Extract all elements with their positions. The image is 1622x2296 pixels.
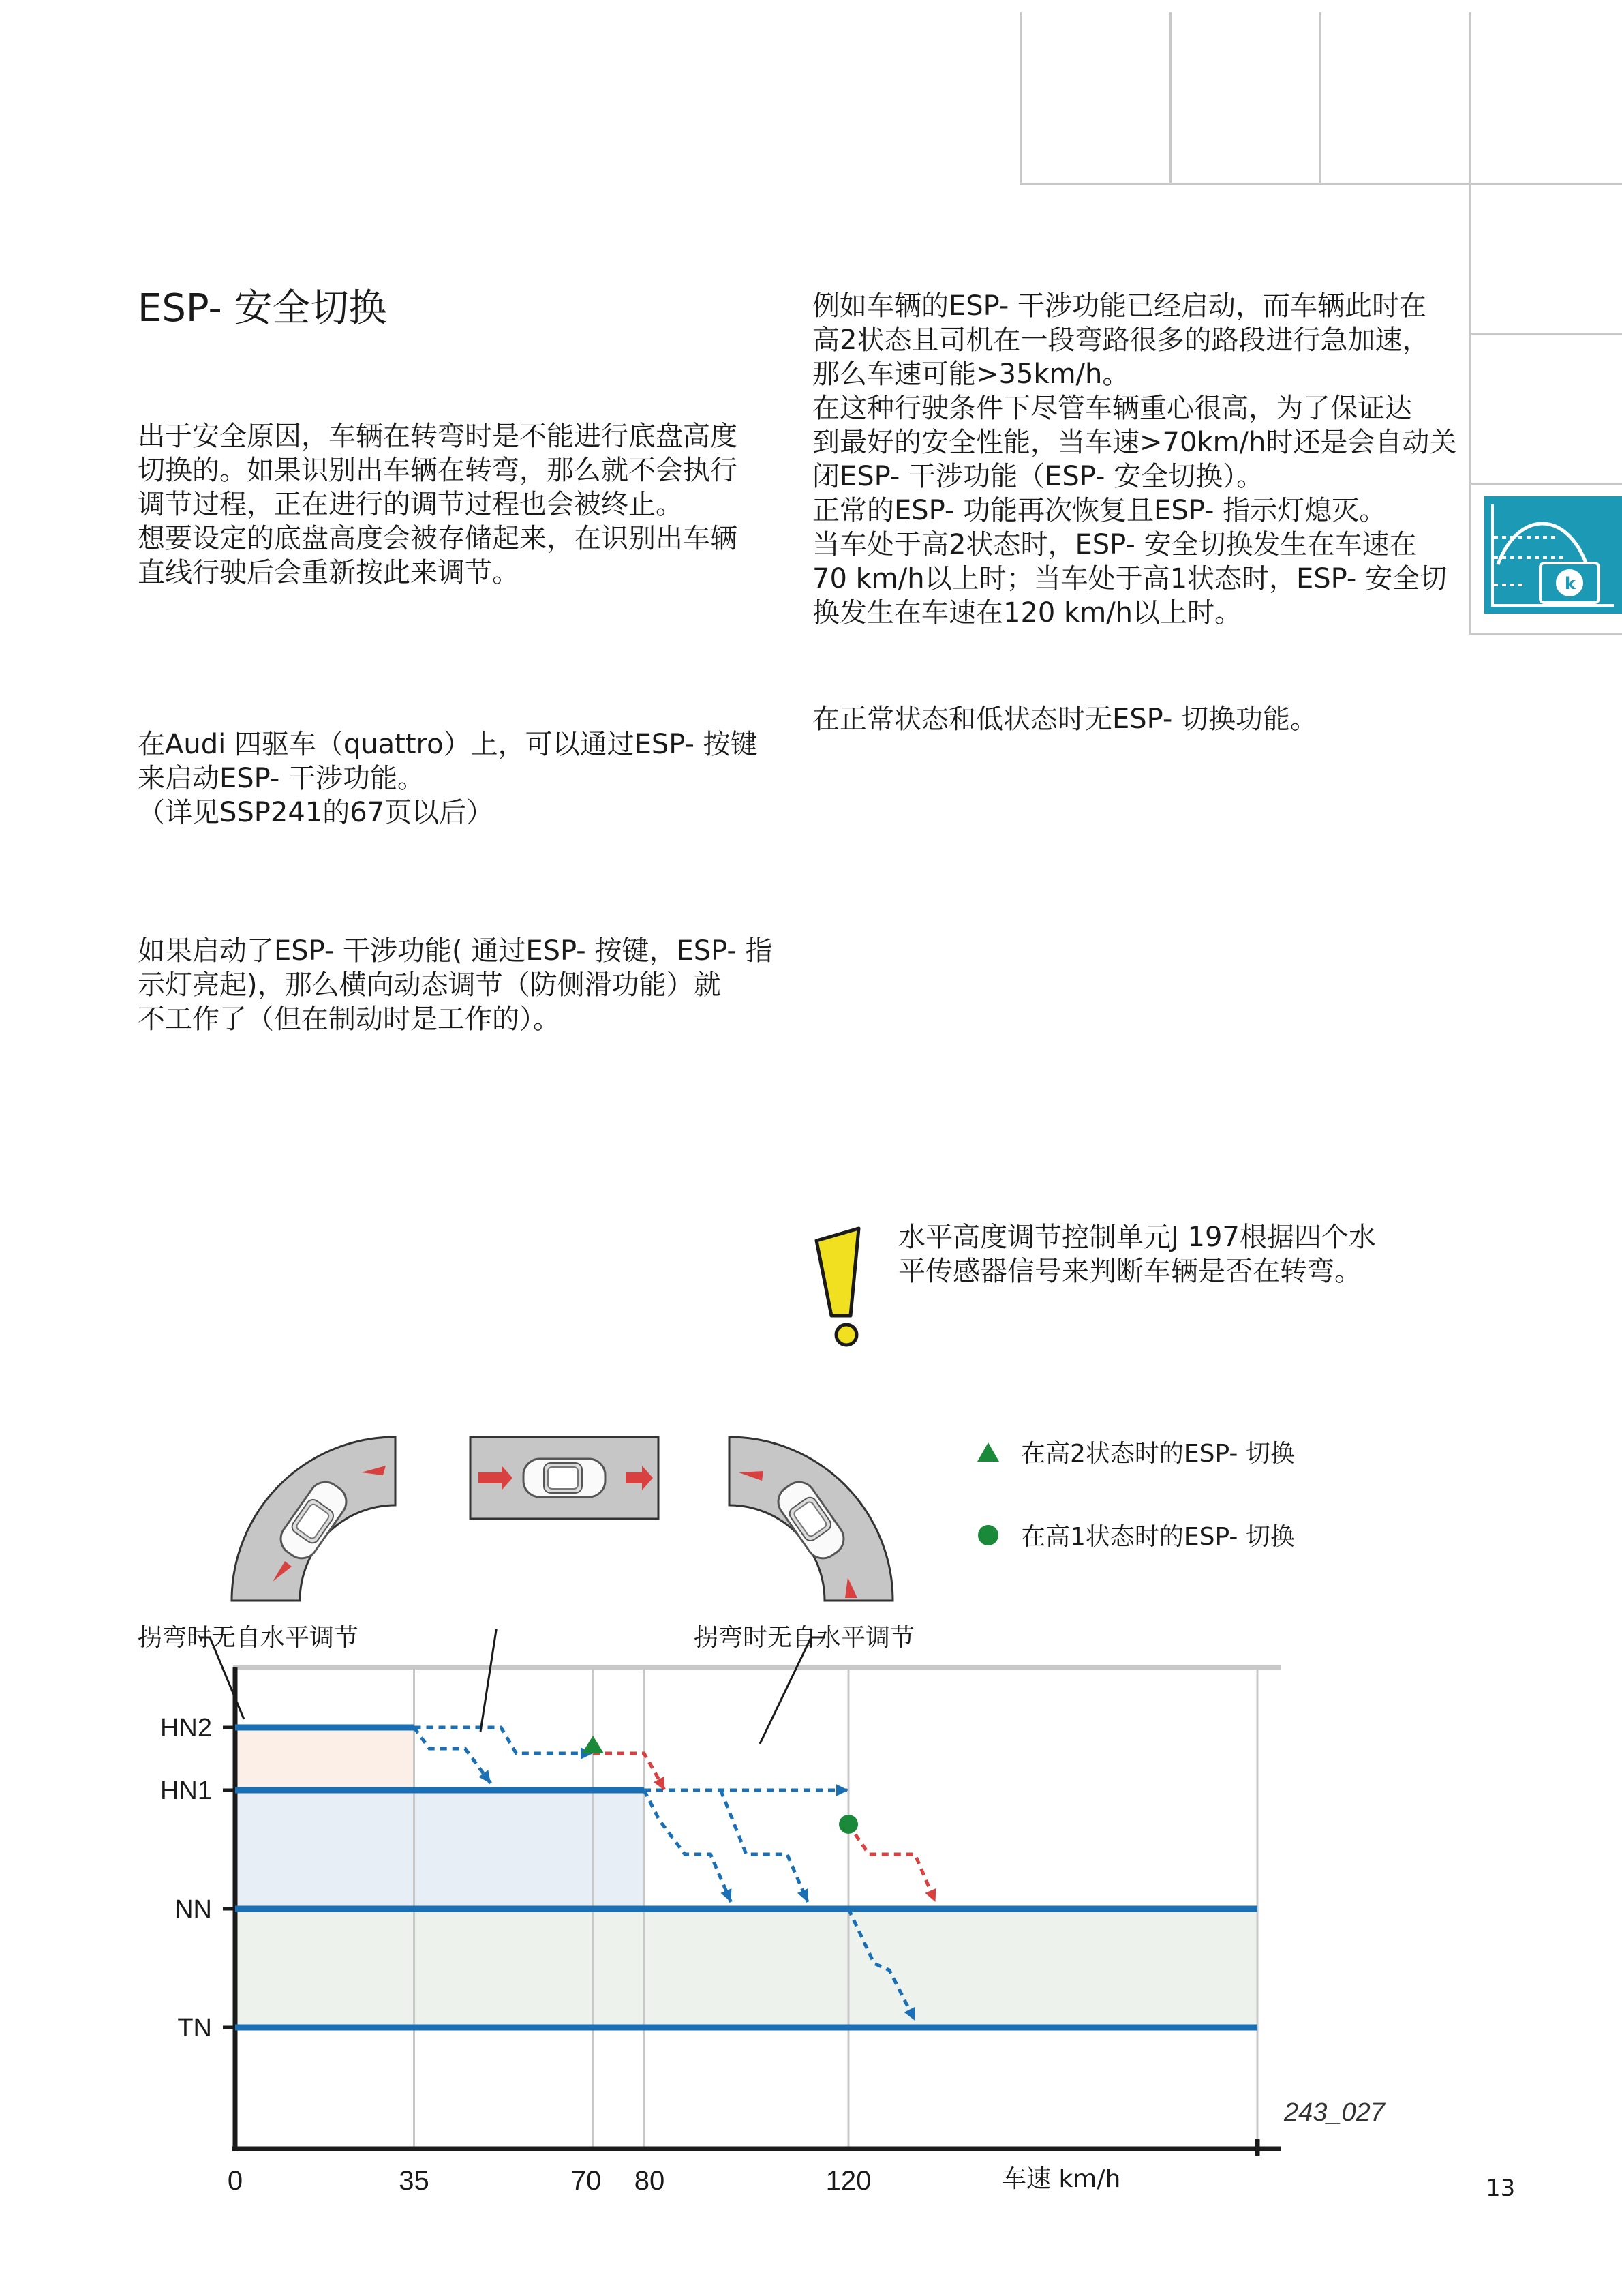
section-title: ESP- 安全切换	[138, 286, 387, 331]
straight-road	[470, 1437, 658, 1519]
note-text: 水平高度调节控制单元J 197根据四个水 平传感器信号来判断车辆是否在转弯。	[898, 1222, 1376, 1287]
side-divider	[1471, 333, 1622, 335]
switch-path-hn1-arrowhead	[925, 1888, 936, 1902]
y-tick-label: HN1	[159, 1777, 212, 1805]
x-tick-label: 0	[227, 2166, 243, 2196]
callout-right-label: 拐弯时无自水平调节	[694, 1624, 915, 1652]
lowering-path-hn1-c	[721, 1790, 808, 1902]
region-hn1	[235, 1790, 644, 1909]
switch-path-hn2	[593, 1753, 664, 1790]
paragraph-quattro: 在Audi 四驱车（quattro）上，可以通过ESP- 按键 来启动ESP- 干涉功能。 （详见SSP241的67页以后）	[138, 729, 758, 828]
page-tab-grid	[1020, 12, 1622, 185]
warning-icon	[811, 1226, 866, 1351]
switch-marker-circle	[839, 1815, 858, 1834]
side-divider	[1471, 483, 1622, 485]
legend-hn2-label: 在高2状态时的ESP- 切换	[1021, 1440, 1295, 1468]
legend-triangle-icon	[975, 1438, 1002, 1468]
paragraph-example: 例如车辆的ESP- 干涉功能已经启动，而车辆此时在 高2状态且司机在一段弯路很多的路段进行急加速， 那么车速可能>35km/h。 在这种行驶条件下尽管车辆重心很高，为了保证达 到最好的安全性能，当车速>70km/h时还是会自动关 闭ESP- 干涉功能（ESP- 安全切换）。 正常的ESP- 功能再次恢复且ESP- 指示灯熄灭。 当车处于高2状态时，ESP- 安全切换发生在车速在 70 km/h以上时；当车处于高1状态时，ESP- 安全切 换发生在车速在120 km/h以上时。	[812, 290, 1457, 629]
x-tick-label: 120	[825, 2166, 872, 2196]
lowering-path-hn1-a	[644, 1790, 731, 1902]
legend-circle-icon	[975, 1522, 1002, 1552]
svg-text:k: k	[1565, 574, 1576, 593]
page-number: 13	[1486, 2175, 1516, 2202]
right-curve-road	[729, 1437, 893, 1601]
speed-level-chart	[123, 1629, 1281, 2202]
paragraph-no-switch: 在正常状态和低状态时无ESP- 切换功能。	[812, 704, 1318, 735]
y-tick-label: HN2	[159, 1714, 212, 1742]
paragraph-cornering: 出于安全原因，车辆在转弯时是不能进行底盘高度 切换的。如果识别出车辆在转弯，那么就不会执行 调节过程，正在进行的调节过程也会被终止。 想要设定的底盘高度会被存储起来，在识别出车辆 直线行驶后会重新按此来调节。	[138, 421, 737, 588]
switch-path-hn1	[848, 1824, 936, 1902]
road-leader	[480, 1629, 525, 1732]
x-axis-label: 车速 km/h	[1002, 2165, 1121, 2193]
side-divider	[1471, 633, 1622, 635]
figure-code: 243_027	[1284, 2098, 1385, 2127]
switch-marker-triangle	[582, 1736, 604, 1753]
lowering-path-hn2-a	[414, 1727, 491, 1783]
callout-left-label: 拐弯时无自水平调节	[138, 1624, 359, 1652]
legend-hn1-label: 在高1状态时的ESP- 切换	[1021, 1523, 1295, 1551]
callout-right-leader	[760, 1637, 825, 1744]
x-tick-label: 70	[570, 2166, 602, 2196]
chapter-icon	[1484, 496, 1622, 614]
x-tick-label: 80	[634, 2166, 665, 2196]
left-curve-road	[232, 1437, 395, 1601]
y-tick-label: TN	[177, 2014, 212, 2042]
region-nn	[235, 1909, 1257, 2027]
region-hn2	[235, 1727, 414, 1790]
lowering-path-hn1-b-arrowhead	[836, 1784, 848, 1796]
x-tick-label: 35	[399, 2166, 429, 2196]
paragraph-esp-active: 如果启动了ESP- 干涉功能( 通过ESP- 按键，ESP- 指 示灯亮起)，那么横向动态调节（防侧滑功能）就 不工作了（但在制动时是工作的）。	[138, 935, 773, 1035]
road-illustration	[225, 1432, 906, 1609]
y-tick-label: NN	[174, 1895, 212, 1924]
